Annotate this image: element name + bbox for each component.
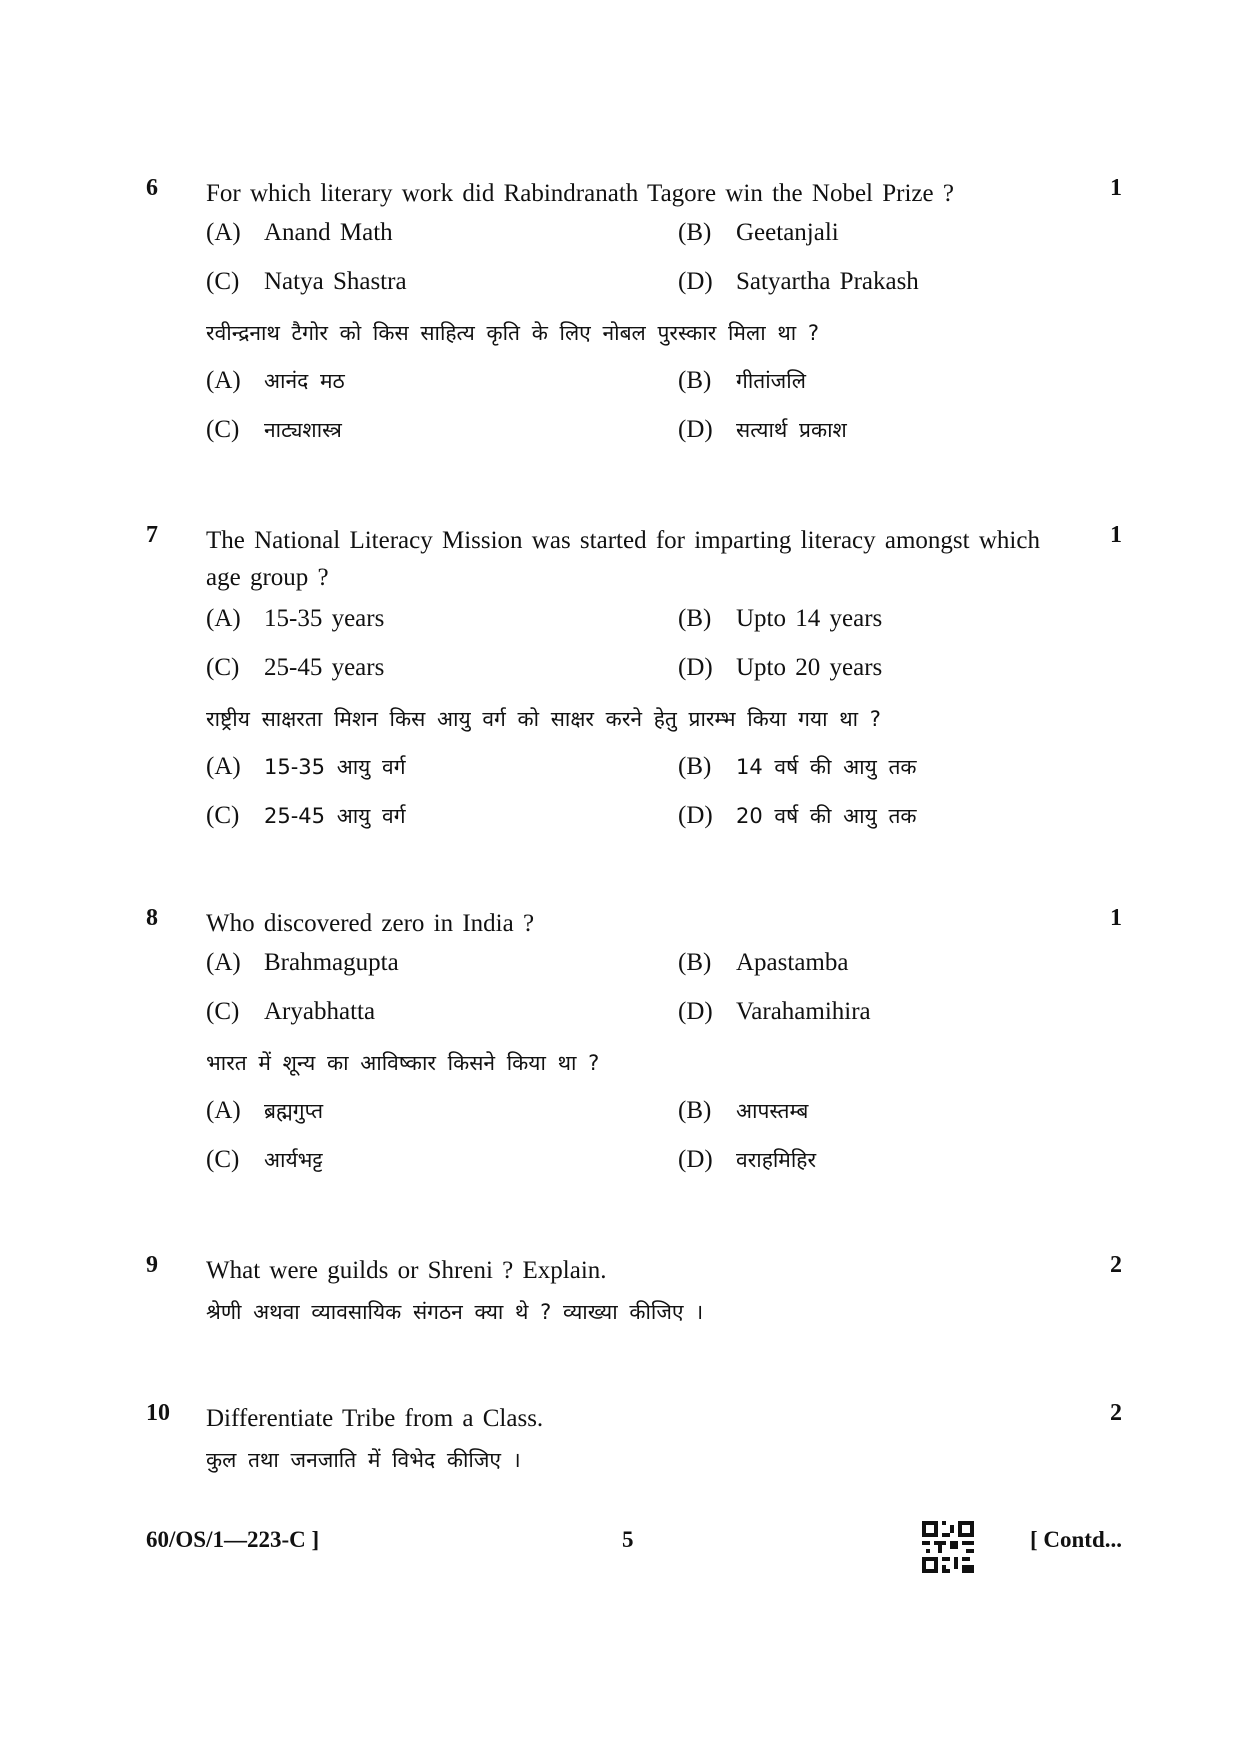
question-text: Who discovered zero in India ? — [206, 910, 535, 937]
option-d-hindi: (D) वराहमिहिर — [678, 1146, 817, 1173]
option-d-hindi: (D) 20 वर्ष की आयु तक — [678, 802, 917, 829]
option-c: (C) Natya Shastra — [206, 268, 407, 295]
question-text-hindi: कुल तथा जनजाति में विभेद कीजिए । — [206, 1448, 521, 1472]
option-d-hindi: (D) सत्यार्थ प्रकाश — [678, 416, 847, 443]
question-text: For which literary work did Rabindranath Tagore win the Nobel Prize ? — [206, 180, 954, 207]
question-text-hindi: भारत में शून्य का आविष्कार किसने किया था ? — [206, 1051, 600, 1075]
option-c-hindi: (C) नाट्यशास्त्र — [206, 416, 342, 443]
option-b: (B) Apastamba — [678, 949, 849, 976]
option-a: (A) 15-35 years — [206, 605, 385, 632]
question-marks: 2 — [1110, 1400, 1122, 1426]
question-text: What were guilds or Shreni ? Explain. — [206, 1257, 607, 1284]
question-text-hindi: रवीन्द्रनाथ टैगोर को किस साहित्य कृति के लिए नोबल पुरस्कार मिला था ? — [206, 321, 820, 345]
option-d: (D) Satyartha Prakash — [678, 268, 919, 295]
question-number: 8 — [146, 905, 158, 931]
option-c: (C) 25-45 years — [206, 654, 385, 681]
option-c-hindi: (C) 25-45 आयु वर्ग — [206, 802, 406, 829]
question-text-hindi: श्रेणी अथवा व्यावसायिक संगठन क्या थे ? व्याख्या कीजिए । — [206, 1300, 704, 1324]
qr-code-icon — [922, 1521, 974, 1573]
option-b-hindi: (B) गीतांजलि — [678, 367, 806, 394]
option-b: (B) Geetanjali — [678, 219, 839, 246]
option-a-hindi: (A) आनंद मठ — [206, 367, 345, 394]
question-text-hindi: राष्ट्रीय साक्षरता मिशन किस आयु वर्ग को साक्षर करने हेतु प्रारम्भ किया गया था ? — [206, 707, 881, 731]
option-b-hindi: (B) 14 वर्ष की आयु तक — [678, 753, 917, 780]
question-marks: 2 — [1110, 1252, 1122, 1278]
option-a-hindi: (A) 15-35 आयु वर्ग — [206, 753, 406, 780]
question-8 — [146, 905, 1126, 1195]
question-9 — [146, 1252, 1126, 1346]
question-number: 10 — [146, 1400, 170, 1426]
page-number: 5 — [622, 1527, 634, 1552]
option-d: (D) Upto 20 years — [678, 654, 883, 681]
question-text: Differentiate Tribe from a Class. — [206, 1405, 544, 1432]
option-a-hindi: (A) ब्रह्मगुप्त — [206, 1097, 324, 1124]
question-marks: 1 — [1110, 175, 1122, 201]
question-marks: 1 — [1110, 905, 1122, 931]
question-marks: 1 — [1110, 522, 1122, 548]
question-number: 9 — [146, 1252, 158, 1278]
question-text: The National Literacy Mission was started for imparting literacy amongst which age group ? — [206, 527, 1040, 591]
question-7 — [146, 522, 1126, 851]
question-10 — [146, 1400, 1126, 1494]
option-c: (C) Aryabhatta — [206, 998, 376, 1025]
option-b: (B) Upto 14 years — [678, 605, 883, 632]
question-number: 7 — [146, 522, 158, 548]
question-number: 6 — [146, 175, 158, 201]
option-a: (A) Brahmagupta — [206, 949, 399, 976]
continued-label: [ Contd... — [1029, 1527, 1122, 1552]
page-footer — [146, 1527, 1126, 1587]
option-c-hindi: (C) आर्यभट्ट — [206, 1146, 323, 1173]
option-d: (D) Varahamihira — [678, 998, 871, 1025]
option-b-hindi: (B) आपस्तम्ब — [678, 1097, 809, 1124]
option-a: (A) Anand Math — [206, 219, 393, 246]
question-6 — [146, 175, 1126, 465]
paper-code: 60/OS/1—223-C ] — [146, 1527, 320, 1552]
